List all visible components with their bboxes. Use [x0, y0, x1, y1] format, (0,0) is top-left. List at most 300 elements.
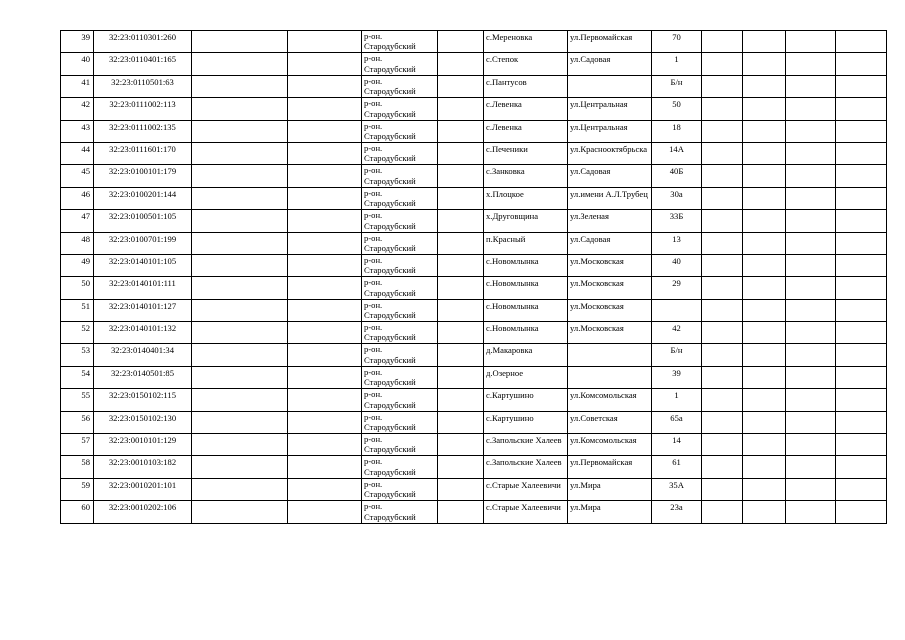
district: р-он. Стародубский [362, 299, 438, 321]
empty-cell [836, 187, 887, 209]
cadastral-number: 32:23:0100501:105 [94, 210, 192, 232]
settlement: с.Картушино [484, 411, 568, 433]
empty-cell [288, 232, 362, 254]
district: р-он. Стародубский [362, 344, 438, 366]
empty-cell [702, 120, 743, 142]
empty-cell [786, 456, 836, 478]
empty-cell [702, 254, 743, 276]
district: р-он. Стародубский [362, 322, 438, 344]
empty-cell [743, 456, 786, 478]
empty-cell [743, 434, 786, 456]
empty-cell [702, 53, 743, 75]
empty-cell [743, 389, 786, 411]
table-row [61, 165, 887, 187]
settlement: с.Пантусов [484, 75, 568, 97]
table-body [61, 31, 887, 524]
row-number: 50 [61, 277, 94, 299]
house-number: 35А [652, 478, 702, 500]
empty-cell [288, 434, 362, 456]
district: р-он. Стародубский [362, 120, 438, 142]
district: р-он. Стародубский [362, 31, 438, 53]
row-number: 58 [61, 456, 94, 478]
row-number: 51 [61, 299, 94, 321]
empty-cell [743, 277, 786, 299]
row-number: 43 [61, 120, 94, 142]
empty-cell [836, 344, 887, 366]
empty-cell [192, 456, 288, 478]
empty-cell [786, 501, 836, 523]
empty-cell [836, 456, 887, 478]
cadastral-number: 32:23:0111601:170 [94, 142, 192, 164]
street: ул.Московская [568, 322, 652, 344]
house-number: 40Б [652, 165, 702, 187]
settlement: с.Старые Халеевичи [484, 478, 568, 500]
empty-cell [786, 53, 836, 75]
street: ул.Центральная [568, 98, 652, 120]
cadastral-number: 32:23:0150102:130 [94, 411, 192, 433]
district: р-он. Стародубский [362, 232, 438, 254]
house-number: 1 [652, 53, 702, 75]
empty-cell [702, 98, 743, 120]
empty-cell [702, 478, 743, 500]
table-row [61, 187, 887, 209]
cadastral-number: 32:23:0140101:111 [94, 277, 192, 299]
settlement: с.Картушино [484, 389, 568, 411]
street: ул.Первомайская [568, 456, 652, 478]
empty-cell [438, 187, 484, 209]
table-row [61, 53, 887, 75]
street: ул.Первомайская [568, 31, 652, 53]
cadastral-number: 32:23:0140101:127 [94, 299, 192, 321]
cadastral-number: 32:23:0140501:85 [94, 366, 192, 388]
district: р-он. Стародубский [362, 75, 438, 97]
settlement: с.Запольские Халеев [484, 456, 568, 478]
empty-cell [786, 389, 836, 411]
empty-cell [702, 277, 743, 299]
house-number: Б/н [652, 75, 702, 97]
cadastral-number: 32:23:0010103:182 [94, 456, 192, 478]
empty-cell [743, 53, 786, 75]
table-row [61, 254, 887, 276]
empty-cell [438, 478, 484, 500]
empty-cell [702, 75, 743, 97]
empty-cell [192, 165, 288, 187]
empty-cell [438, 277, 484, 299]
settlement: с.Запольские Халеев [484, 434, 568, 456]
street: ул.Московская [568, 277, 652, 299]
cadastral-number: 32:23:0140101:132 [94, 322, 192, 344]
empty-cell [743, 501, 786, 523]
empty-cell [702, 142, 743, 164]
table-row [61, 31, 887, 53]
settlement: п.Красный [484, 232, 568, 254]
empty-cell [288, 456, 362, 478]
empty-cell [702, 210, 743, 232]
empty-cell [192, 98, 288, 120]
table-row [61, 277, 887, 299]
house-number: 14 [652, 434, 702, 456]
table-row [61, 344, 887, 366]
settlement: д.Озерное [484, 366, 568, 388]
empty-cell [836, 98, 887, 120]
empty-cell [438, 98, 484, 120]
empty-cell [288, 344, 362, 366]
empty-cell [786, 277, 836, 299]
street [568, 366, 652, 388]
district: р-он. Стародубский [362, 210, 438, 232]
empty-cell [438, 142, 484, 164]
empty-cell [192, 232, 288, 254]
cadastral-number: 32:23:0110501:63 [94, 75, 192, 97]
empty-cell [288, 411, 362, 433]
house-number: 1 [652, 389, 702, 411]
district: р-он. Стародубский [362, 501, 438, 523]
empty-cell [836, 31, 887, 53]
row-number: 53 [61, 344, 94, 366]
empty-cell [438, 389, 484, 411]
row-number: 44 [61, 142, 94, 164]
empty-cell [192, 299, 288, 321]
empty-cell [786, 120, 836, 142]
empty-cell [836, 389, 887, 411]
empty-cell [438, 299, 484, 321]
empty-cell [836, 210, 887, 232]
cadastral-number: 32:23:0010201:101 [94, 478, 192, 500]
empty-cell [786, 478, 836, 500]
empty-cell [702, 456, 743, 478]
empty-cell [438, 165, 484, 187]
empty-cell [288, 53, 362, 75]
street: ул.Советская [568, 411, 652, 433]
row-number: 55 [61, 389, 94, 411]
empty-cell [438, 53, 484, 75]
settlement: с.Новомлынка [484, 322, 568, 344]
table-row [61, 142, 887, 164]
house-number: 40 [652, 254, 702, 276]
empty-cell [192, 411, 288, 433]
cadastral-number: 32:23:0150102:115 [94, 389, 192, 411]
empty-cell [288, 120, 362, 142]
empty-cell [786, 299, 836, 321]
table-row [61, 299, 887, 321]
empty-cell [288, 478, 362, 500]
settlement: с.Старые Халеевичи [484, 501, 568, 523]
empty-cell [192, 75, 288, 97]
empty-cell [743, 299, 786, 321]
empty-cell [192, 31, 288, 53]
house-number: 30а [652, 187, 702, 209]
empty-cell [438, 456, 484, 478]
empty-cell [836, 120, 887, 142]
empty-cell [836, 434, 887, 456]
street: ул.Мира [568, 501, 652, 523]
empty-cell [702, 31, 743, 53]
cadastral-number: 32:23:0110301:260 [94, 31, 192, 53]
empty-cell [438, 366, 484, 388]
empty-cell [786, 31, 836, 53]
cadastral-number: 32:23:0111002:113 [94, 98, 192, 120]
row-number: 41 [61, 75, 94, 97]
district: р-он. Стародубский [362, 277, 438, 299]
empty-cell [192, 389, 288, 411]
settlement: с.Степок [484, 53, 568, 75]
row-number: 45 [61, 165, 94, 187]
settlement: с.Новомлынка [484, 277, 568, 299]
empty-cell [192, 344, 288, 366]
empty-cell [836, 478, 887, 500]
empty-cell [288, 75, 362, 97]
cadastral-number: 32:23:0100701:199 [94, 232, 192, 254]
empty-cell [702, 299, 743, 321]
empty-cell [743, 120, 786, 142]
empty-cell [288, 142, 362, 164]
empty-cell [786, 142, 836, 164]
empty-cell [288, 210, 362, 232]
district: р-он. Стародубский [362, 389, 438, 411]
table-row [61, 366, 887, 388]
row-number: 54 [61, 366, 94, 388]
row-number: 46 [61, 187, 94, 209]
street: ул.Мира [568, 478, 652, 500]
house-number: 61 [652, 456, 702, 478]
cadastral-number: 32:23:0140401:34 [94, 344, 192, 366]
district: р-он. Стародубский [362, 411, 438, 433]
street: ул.имени А.Л.Трубец [568, 187, 652, 209]
document-sheet [60, 30, 887, 524]
house-number: 33Б [652, 210, 702, 232]
empty-cell [438, 75, 484, 97]
empty-cell [192, 120, 288, 142]
empty-cell [743, 165, 786, 187]
house-number: 70 [652, 31, 702, 53]
empty-cell [836, 142, 887, 164]
district: р-он. Стародубский [362, 187, 438, 209]
empty-cell [702, 434, 743, 456]
empty-cell [438, 411, 484, 433]
row-number: 60 [61, 501, 94, 523]
empty-cell [438, 210, 484, 232]
settlement: с.Левенка [484, 98, 568, 120]
empty-cell [702, 366, 743, 388]
empty-cell [786, 187, 836, 209]
empty-cell [743, 187, 786, 209]
empty-cell [288, 165, 362, 187]
settlement: х.Плоцкое [484, 187, 568, 209]
empty-cell [836, 299, 887, 321]
empty-cell [786, 232, 836, 254]
settlement: д.Макаровка [484, 344, 568, 366]
empty-cell [192, 501, 288, 523]
empty-cell [836, 322, 887, 344]
district: р-он. Стародубский [362, 165, 438, 187]
empty-cell [743, 254, 786, 276]
street: ул.Московская [568, 254, 652, 276]
settlement: х.Друговщина [484, 210, 568, 232]
empty-cell [743, 75, 786, 97]
street: ул.Садовая [568, 232, 652, 254]
empty-cell [288, 31, 362, 53]
row-number: 49 [61, 254, 94, 276]
empty-cell [836, 254, 887, 276]
empty-cell [836, 165, 887, 187]
table-row [61, 411, 887, 433]
empty-cell [702, 165, 743, 187]
empty-cell [702, 389, 743, 411]
empty-cell [702, 501, 743, 523]
row-number: 52 [61, 322, 94, 344]
cadastral-number: 32:23:0111002:135 [94, 120, 192, 142]
empty-cell [288, 254, 362, 276]
empty-cell [192, 254, 288, 276]
settlement: с.Новомлынка [484, 299, 568, 321]
empty-cell [786, 165, 836, 187]
settlement: с.Занковка [484, 165, 568, 187]
house-number: 65а [652, 411, 702, 433]
district: р-он. Стародубский [362, 142, 438, 164]
empty-cell [702, 344, 743, 366]
empty-cell [438, 501, 484, 523]
empty-cell [836, 232, 887, 254]
street: ул.Комсомольская [568, 389, 652, 411]
empty-cell [743, 31, 786, 53]
empty-cell [702, 411, 743, 433]
empty-cell [743, 98, 786, 120]
empty-cell [288, 299, 362, 321]
empty-cell [288, 322, 362, 344]
row-number: 57 [61, 434, 94, 456]
table-row [61, 75, 887, 97]
empty-cell [836, 366, 887, 388]
empty-cell [786, 75, 836, 97]
cadastral-number: 32:23:0010202:106 [94, 501, 192, 523]
empty-cell [836, 501, 887, 523]
street: ул.Московская [568, 299, 652, 321]
table-row [61, 501, 887, 523]
settlement: с.Мереновка [484, 31, 568, 53]
district: р-он. Стародубский [362, 366, 438, 388]
street: ул.Зеленая [568, 210, 652, 232]
empty-cell [786, 411, 836, 433]
cadastral-number: 32:23:0100101:179 [94, 165, 192, 187]
empty-cell [192, 210, 288, 232]
empty-cell [743, 411, 786, 433]
empty-cell [288, 187, 362, 209]
empty-cell [743, 344, 786, 366]
empty-cell [702, 187, 743, 209]
table-row [61, 478, 887, 500]
table-row [61, 434, 887, 456]
district: р-он. Стародубский [362, 456, 438, 478]
empty-cell [192, 142, 288, 164]
street: ул.Садовая [568, 165, 652, 187]
empty-cell [288, 389, 362, 411]
empty-cell [192, 322, 288, 344]
house-number: 42 [652, 322, 702, 344]
row-number: 40 [61, 53, 94, 75]
empty-cell [743, 366, 786, 388]
street: ул.Комсомольская [568, 434, 652, 456]
empty-cell [786, 254, 836, 276]
empty-cell [743, 478, 786, 500]
empty-cell [786, 98, 836, 120]
district: р-он. Стародубский [362, 434, 438, 456]
empty-cell [786, 210, 836, 232]
street: ул.Садовая [568, 53, 652, 75]
row-number: 42 [61, 98, 94, 120]
district: р-он. Стародубский [362, 98, 438, 120]
street [568, 344, 652, 366]
house-number: 50 [652, 98, 702, 120]
empty-cell [438, 434, 484, 456]
table-row [61, 210, 887, 232]
empty-cell [192, 434, 288, 456]
house-number: 23а [652, 501, 702, 523]
table-row [61, 232, 887, 254]
empty-cell [438, 322, 484, 344]
empty-cell [786, 322, 836, 344]
row-number: 48 [61, 232, 94, 254]
empty-cell [288, 501, 362, 523]
empty-cell [786, 434, 836, 456]
street: ул.Красноoктябрьска [568, 142, 652, 164]
settlement: с.Новомлынка [484, 254, 568, 276]
empty-cell [438, 232, 484, 254]
settlement: с.Левенка [484, 120, 568, 142]
empty-cell [438, 254, 484, 276]
empty-cell [192, 366, 288, 388]
table-row [61, 456, 887, 478]
empty-cell [288, 366, 362, 388]
empty-cell [288, 277, 362, 299]
empty-cell [438, 120, 484, 142]
house-number: 29 [652, 277, 702, 299]
house-number [652, 299, 702, 321]
street [568, 75, 652, 97]
house-number: 14А [652, 142, 702, 164]
table-row [61, 98, 887, 120]
empty-cell [192, 53, 288, 75]
empty-cell [743, 322, 786, 344]
row-number: 56 [61, 411, 94, 433]
row-number: 39 [61, 31, 94, 53]
house-number: 39 [652, 366, 702, 388]
empty-cell [702, 232, 743, 254]
empty-cell [192, 277, 288, 299]
empty-cell [702, 322, 743, 344]
empty-cell [192, 478, 288, 500]
house-number: Б/н [652, 344, 702, 366]
district: р-он. Стародубский [362, 478, 438, 500]
empty-cell [743, 142, 786, 164]
empty-cell [786, 344, 836, 366]
empty-cell [836, 53, 887, 75]
cadastral-number: 32:23:0100201:144 [94, 187, 192, 209]
row-number: 47 [61, 210, 94, 232]
cadastral-number: 32:23:0010101:129 [94, 434, 192, 456]
empty-cell [438, 344, 484, 366]
empty-cell [836, 75, 887, 97]
empty-cell [786, 366, 836, 388]
street: ул.Центральная [568, 120, 652, 142]
property-table [60, 30, 887, 524]
empty-cell [836, 411, 887, 433]
empty-cell [438, 31, 484, 53]
table-row [61, 322, 887, 344]
district: р-он. Стародубский [362, 53, 438, 75]
settlement: с.Печеники [484, 142, 568, 164]
empty-cell [743, 232, 786, 254]
empty-cell [836, 277, 887, 299]
